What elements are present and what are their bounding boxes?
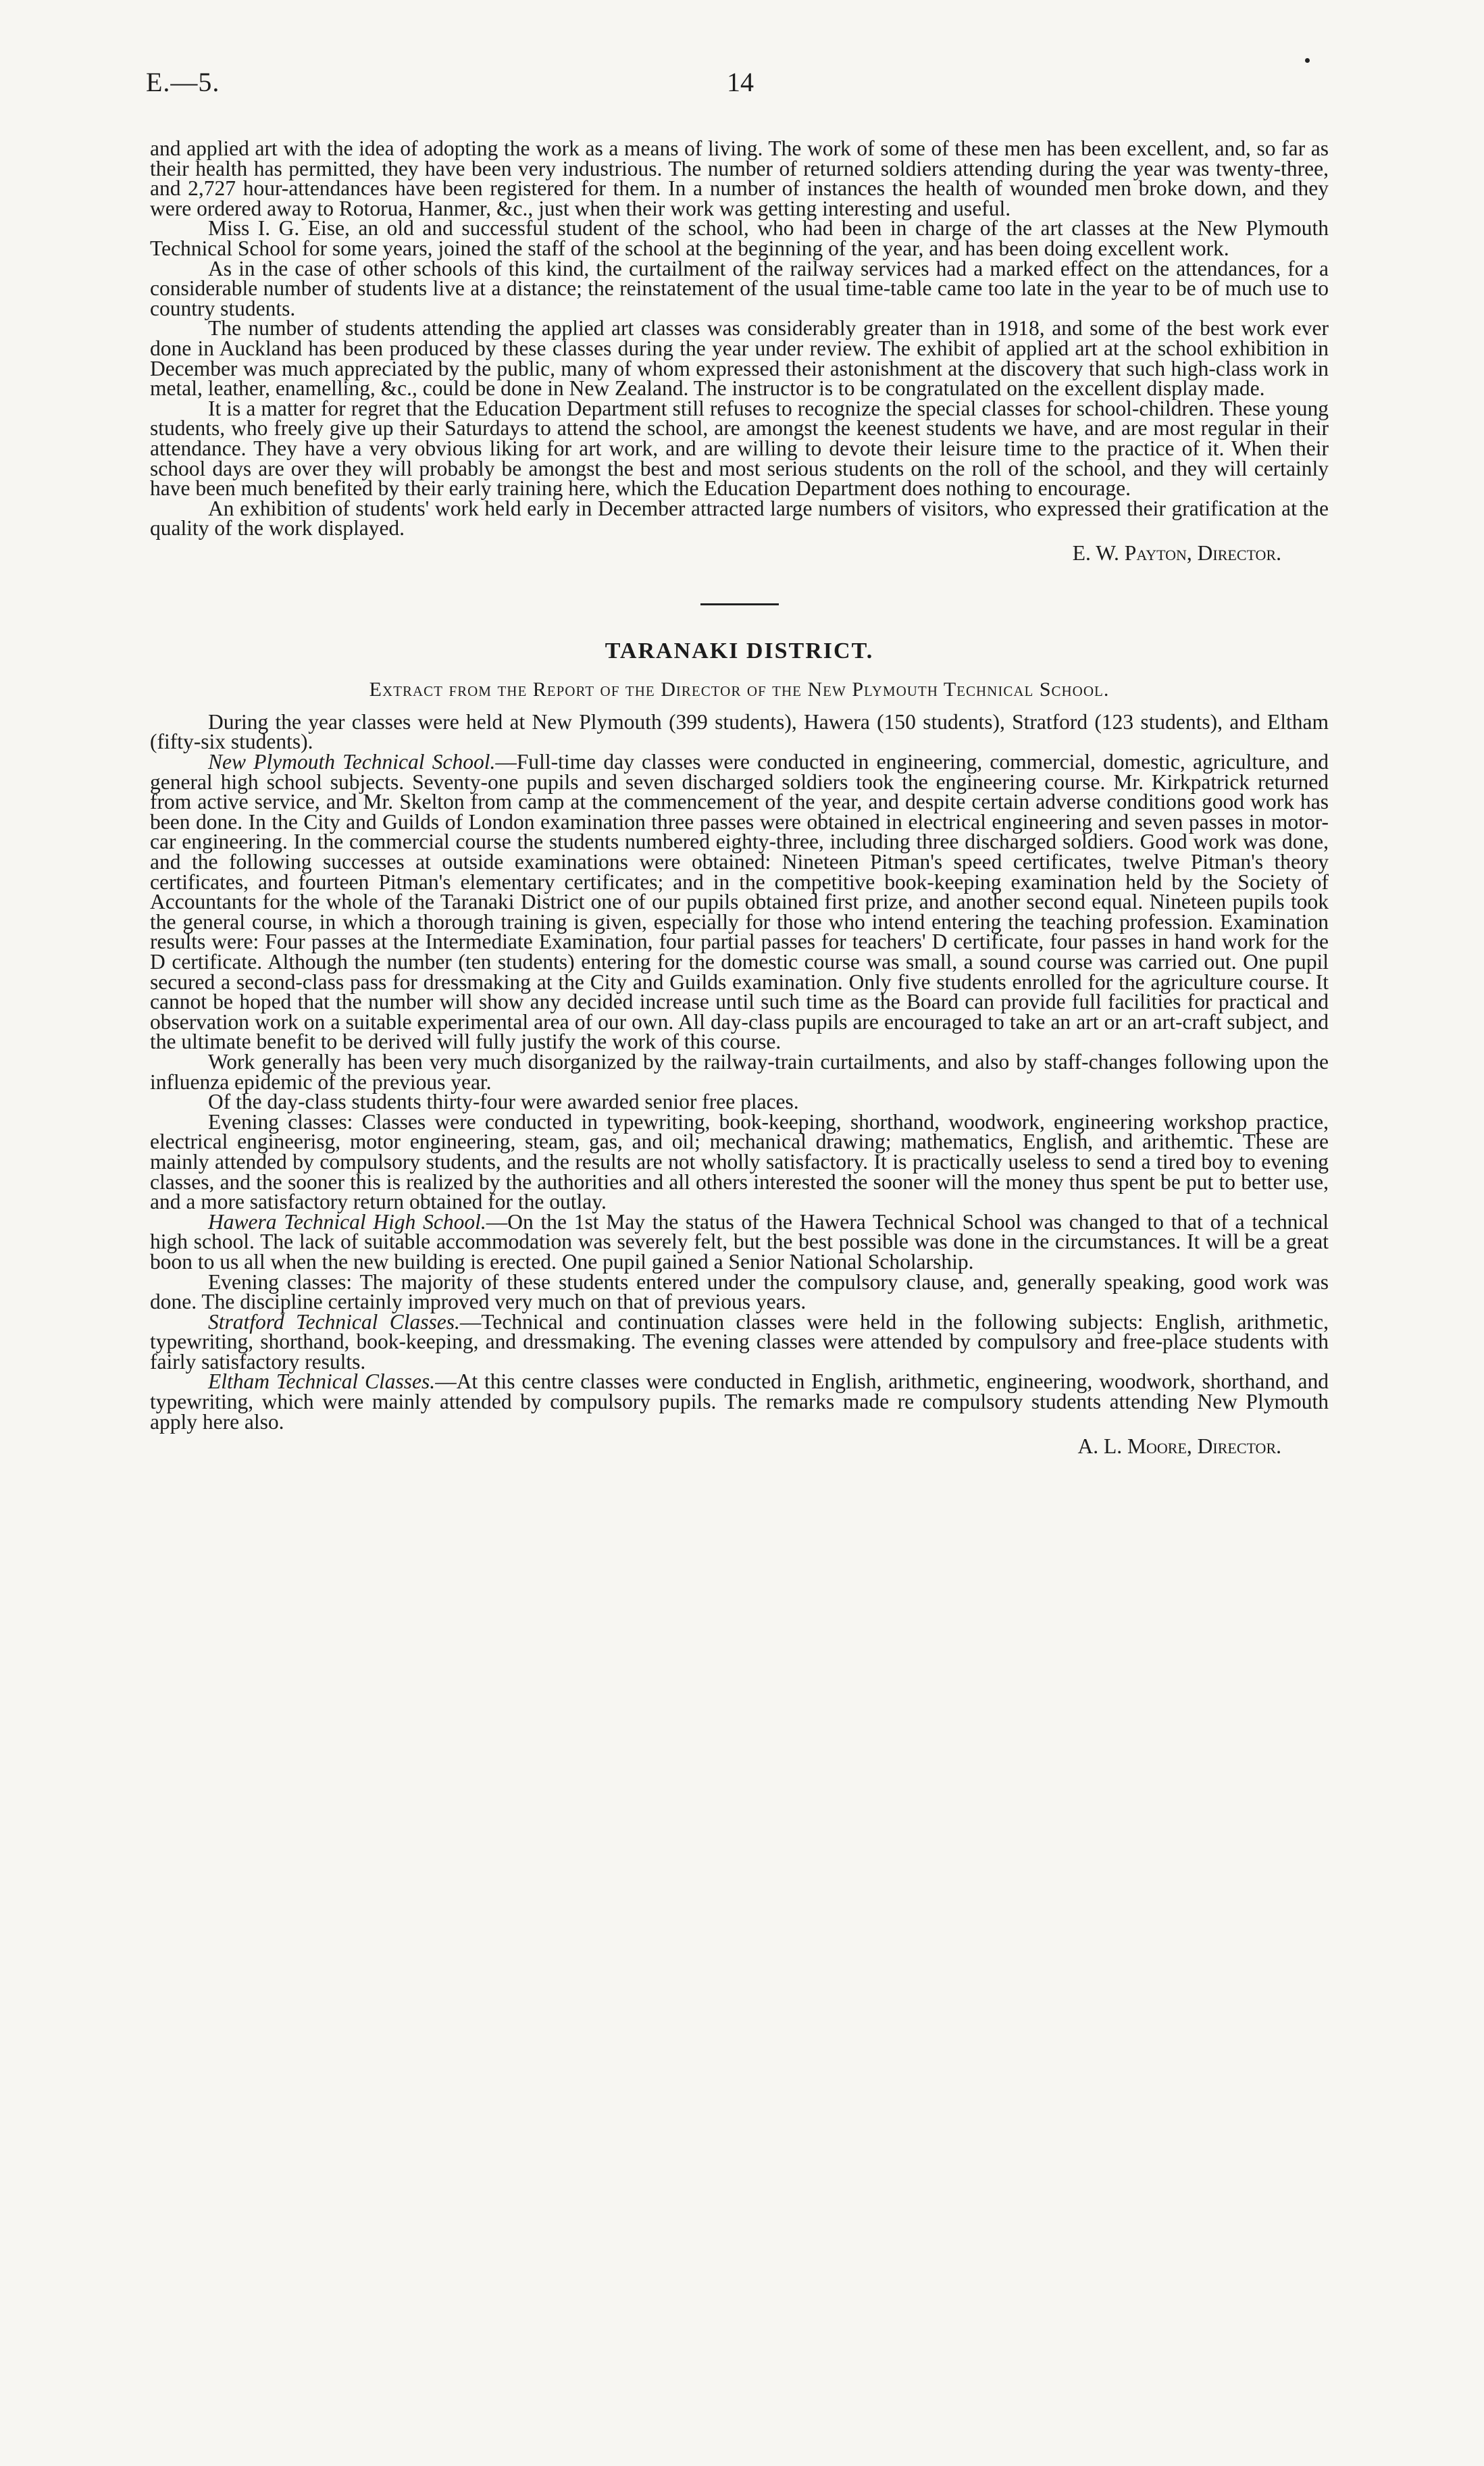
page-header <box>146 66 1335 107</box>
paragraph-body: —Full-time day classes were conducted in engineering, commercial, domestic, agriculture, and general high school subjects. Seventy-one pupils and seven discharged soldiers took the engineering course. Mr. Kirkpatrick returned from active service, and Mr. Skelton from camp at the commencement of the year, and despite certain adverse conditions good work has been done. In the City and Guilds of London examination three passes were obtained in electrical engineering and seven passes in motor-car engineering. In the commercial course the students numbered eighty-three, including three discharged soldiers. Good work was done, and the following successes at outside examinations were obtained: Nineteen Pitman's speed certificates, twelve Pitman's theory certificates, and fourteen Pitman's elementary certificates; and in the competitive book-keeping examination held by the Society of Accountants for the whole of the Taranaki District one of our pupils obtained first prize, and another second equal. Nineteen pupils took the general course, in which a thorough training is given, especially for those who intend entering the teaching profession. Examination results were: Four passes at the Intermediate Examination, four partial passes for teachers' D certificate, four passes in hand work for the D certificate. Although the number (ten students) entering for the domestic course was small, a sound course was carried out. One pupil secured a second-class pass for dressmaking at the City and Guilds examination. Only five students enrolled for the agriculture course. It cannot be hoped that the number will show any decided increase until such time as the Board can provide full facilities for practical and observation work on a suitable experimental area of our own. All day-class pupils are encouraged to take an art or an art-craft subject, and the ultimate benefit to be derived will fully justify the work of this course. <box>150 750 1329 1054</box>
paragraph: Evening classes: Classes were conducted in typewriting, book-keeping, shorthand, woodwork, engineering workshop practice, electrical engineerisg, motor engineering, steam, gas, and oil; mechanical drawing; mathematics, English, and arithemtic. These are mainly attended by compulsory students, and the results are not wholly satisfactory. It is practically useless to send a tired boy to evening classes, and the sooner this is realized by the authorities and all others interested the sooner will the money thus spent be put to better use, and a more satisfactory return obtained for the outlay. <box>150 1109 1329 1214</box>
paragraph: As in the case of other schools of this kind, the curtailment of the railway services had a marked effect on the attendances, for a considerable number of students live at a distance; the reinstatement of the usual time-table came too late in the year to be of much use to country students. <box>150 256 1329 320</box>
paragraph: It is a matter for regret that the Education Department still refuses to recognize the special classes for school-children. These young students, who freely give up their Saturdays to attend the school, are amongst the keenest students we have, and are most regular in their attendance. They have a very obvious liking for art work, and are willing to devote their leisure time to the practice of it. When their school days are over they will probably be amongst the best and most serious students on the roll of the school, and they will certainly have been much benefited by their early training here, which the Education Department does nothing to encourage. <box>150 396 1329 501</box>
paragraph-body: —At this centre classes were conducted in English, arithmetic, engineering, woodwork, shorthand, and typewriting, which were mainly attended by compulsory pupils. The remarks made re compulsory students attending New Plymouth apply here also. <box>150 1369 1329 1434</box>
paragraph: and applied art with the idea of adopting the work as a means of living. The work of some of these men has been excellent, and, so far as their health has permitted, they have been very industrious. The number of returned soldiers attending during the year was twenty-three, and 2,727 hour-attendances have been registered for them. In a number of instances the health of wounded men broke down, and they were ordered away to Rotorua, Hanmer, &c., just when their work was getting interesting and useful. <box>150 136 1329 220</box>
subsection-heading: Hawera Technical High School. <box>208 1209 486 1234</box>
text-column <box>150 136 1329 1459</box>
paragraph <box>150 1369 1329 1434</box>
signature-moore: A. L. Moore, Director. <box>1077 1434 1281 1459</box>
paragraph: Work generally has been very much disorganized by the railway-train curtailments, and also by staff-changes following upon the influenza epidemic of the previous year. <box>150 1049 1329 1094</box>
subsection-heading: Stratford Technical Classes. <box>208 1309 460 1334</box>
paragraph-body: —On the 1st May the status of the Hawera Technical School was changed to that of a technical high school. The lack of suitable accommodation was severely felt, but the best possible was done in the circumstances. It will be a great boon to us all when the new building is erected. One pupil gained a Senior National Scholarship. <box>150 1209 1329 1274</box>
paragraph <box>150 1309 1329 1374</box>
paragraph: An exhibition of students' work held early in December attracted large numbers of visitors, who expressed their gratification at the quality of the work displayed. <box>150 496 1329 540</box>
signature-payton: E. W. Payton, Director. <box>1072 540 1281 565</box>
extract-line: Extract from the Report of the Director of the New Plymouth Technical School. <box>369 678 1110 701</box>
paragraph <box>150 1209 1329 1274</box>
paragraph: Miss I. G. Eise, an old and successful student of the school, who had been in charge of the art classes at the New Plymouth Technical School for some years, joined the staff of the school at the beginning of the year, and has been doing excellent work. <box>150 216 1329 260</box>
section-divider <box>700 603 779 605</box>
page-reference: E.—5. <box>146 67 220 97</box>
paragraph-body: —Technical and continuation classes were held in the following subjects: English, arithmetic, typewriting, shorthand, book-keeping, and dressmaking. The evening classes were attended by compulsory and free-place students with fairly satisfactory results. <box>150 1309 1329 1374</box>
paragraph: The number of students attending the applied art classes was considerably greater than in 1918, and some of the best work ever done in Auckland has been produced by these classes during the year under review. The exhibit of applied art at the school exhibition in December was much appreciated by the public, many of whom expressed their astonishment at the discovery that such high-class work in metal, leather, enamelling, &c., could be done in New Zealand. The instructor is to be congratulated on the excellent display made. <box>150 316 1329 401</box>
paragraph: Of the day-class students thirty-four were awarded senior free places. <box>208 1090 799 1114</box>
paragraph: Evening classes: The majority of these students entered under the compulsory clause, and, generally speaking, good work was done. The discipline certainly improved very much on that of previous years. <box>150 1269 1329 1314</box>
page-number: 14 <box>727 67 754 97</box>
paragraph: During the year classes were held at New Plymouth (399 students), Hawera (150 students), Stratford (123 students), and Eltham (fifty-six students). <box>150 709 1329 754</box>
subsection-heading: New Plymouth Technical School. <box>208 750 496 774</box>
subsection-heading: Eltham Technical Classes. <box>208 1369 436 1394</box>
paragraph <box>150 752 1329 1052</box>
section-title: TARANAKI DISTRICT. <box>605 638 874 663</box>
ink-dot <box>1305 58 1310 63</box>
